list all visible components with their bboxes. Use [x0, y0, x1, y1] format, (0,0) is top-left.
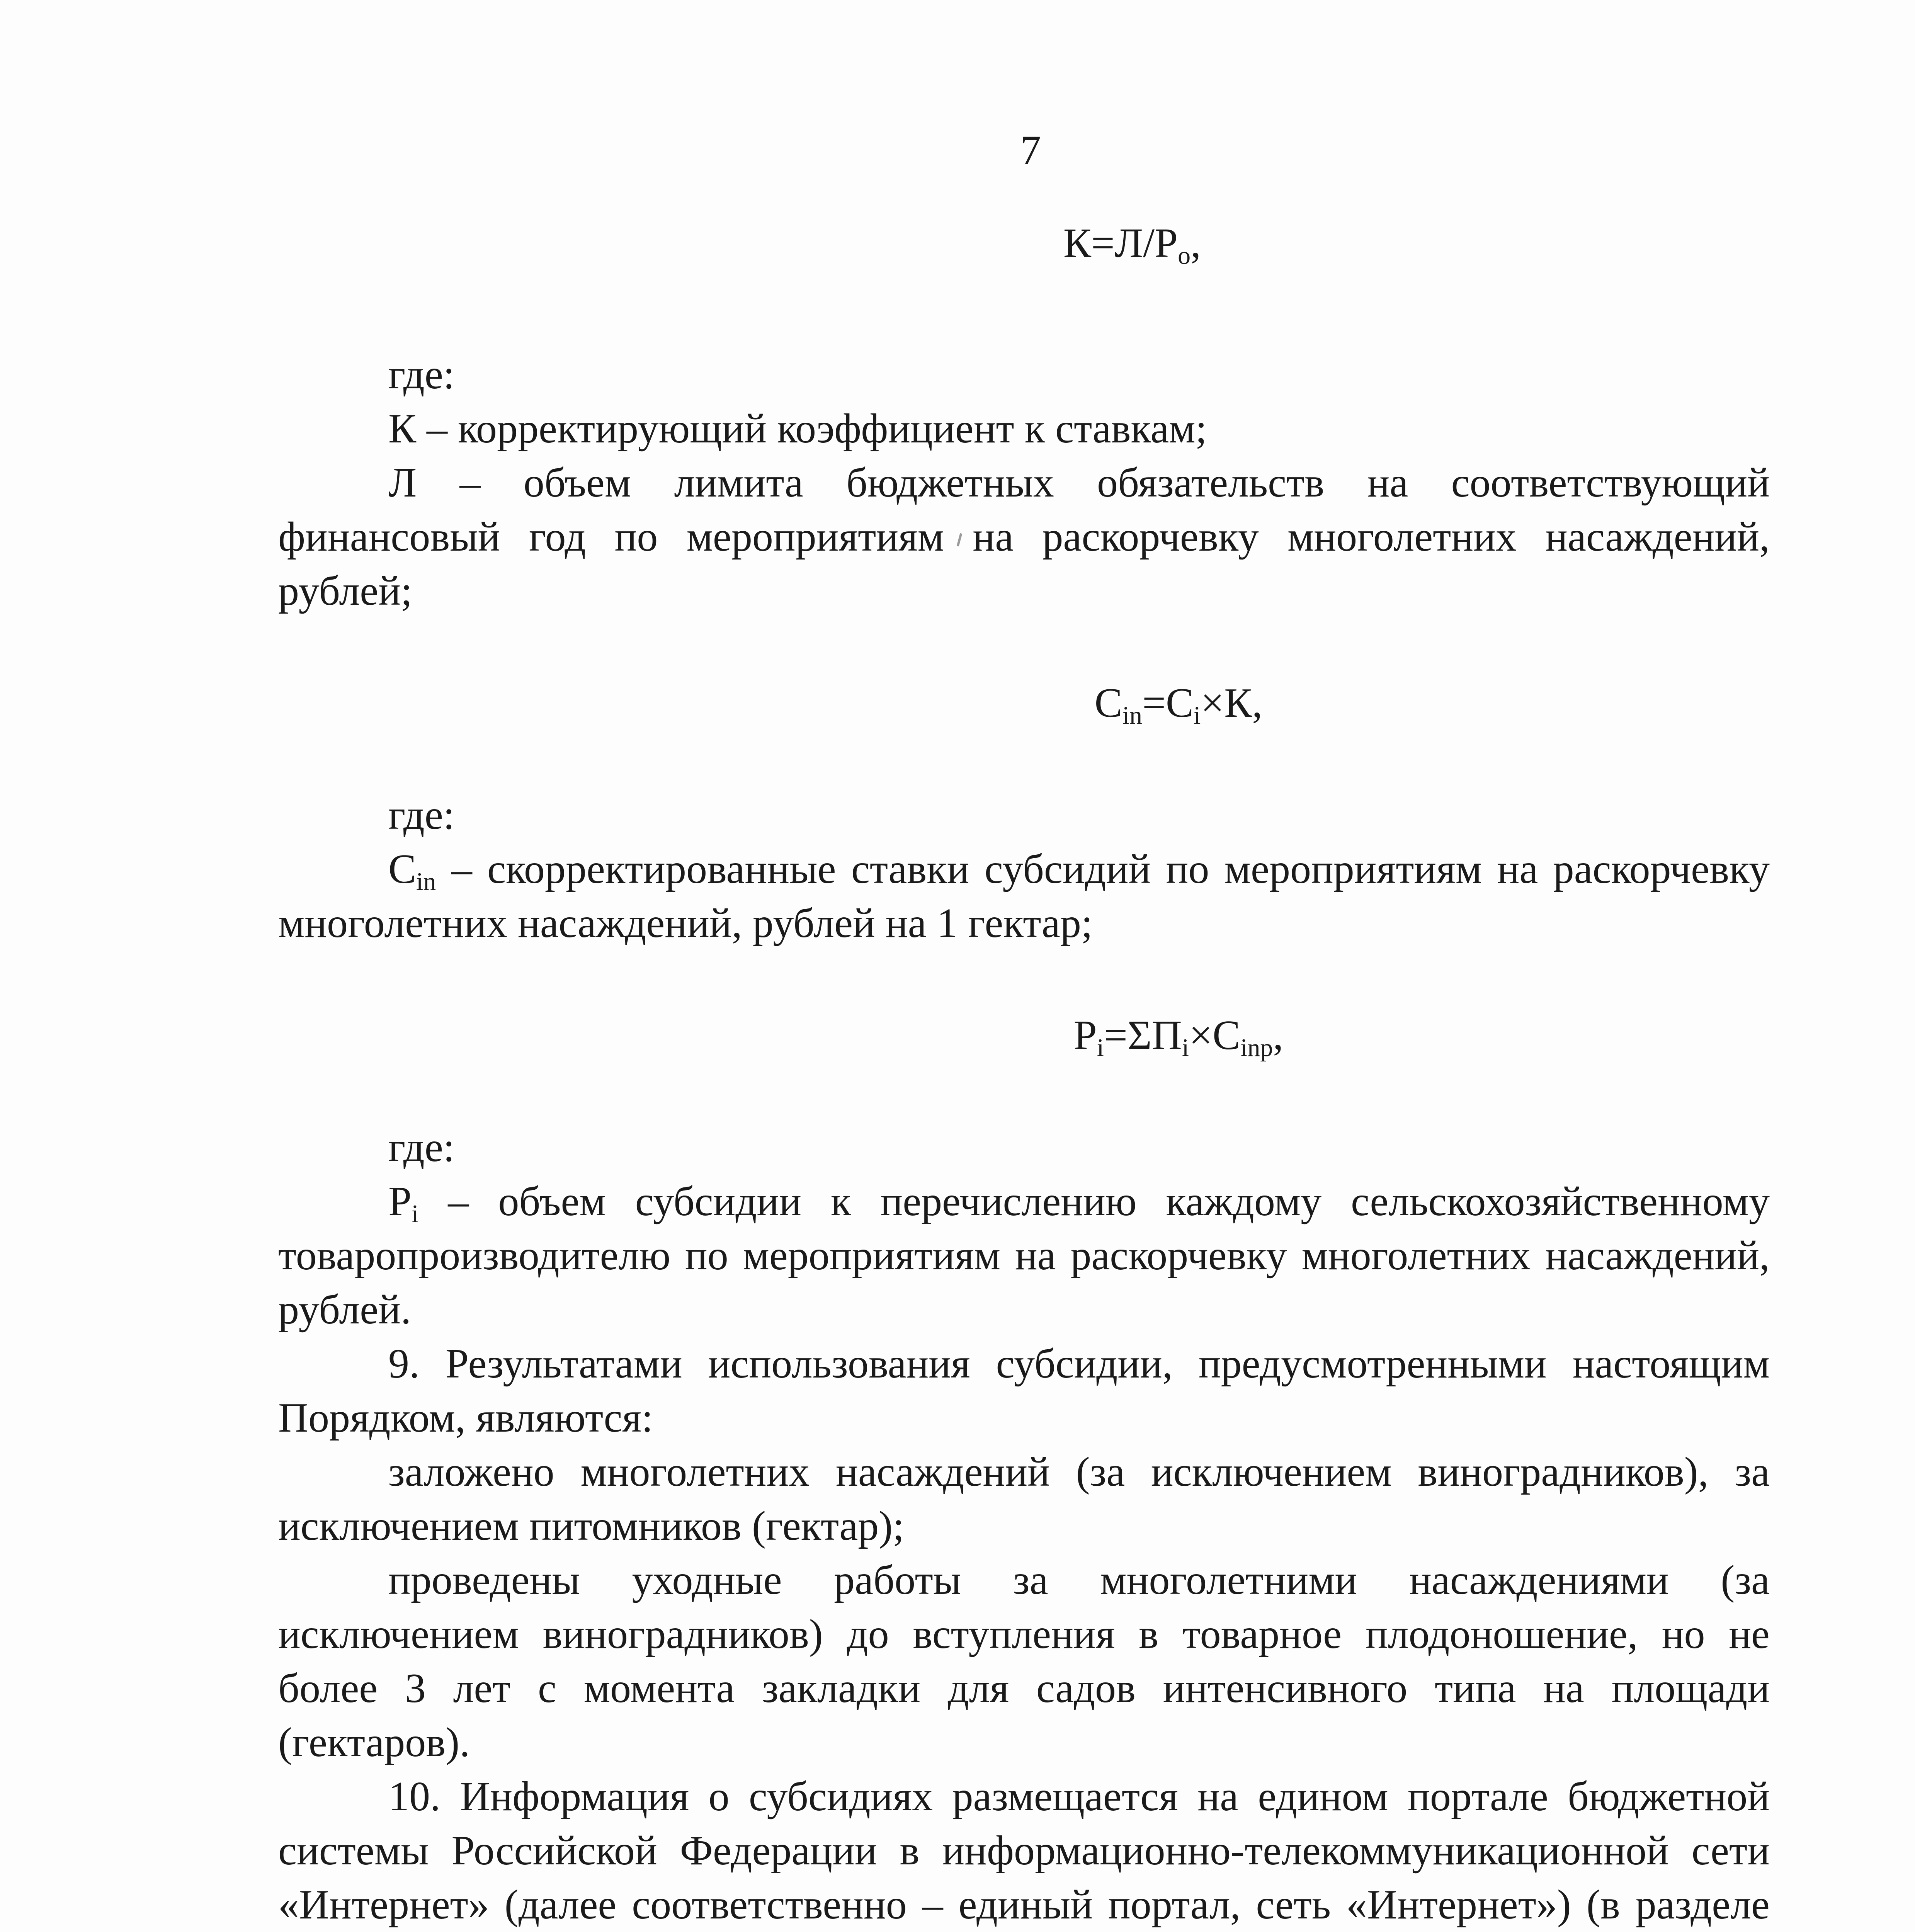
- formula-2-subscript-in: in: [1122, 701, 1143, 730]
- paragraph-9: 9. Результатами использования субсидии, предусмотренными настоящим Порядком, являются:: [278, 1341, 1770, 1441]
- formula-1-lhs: К=Л/Р: [1063, 220, 1178, 266]
- document-body: [278, 216, 1770, 1932]
- page-number: 7: [1020, 128, 1041, 173]
- formula-3-mid: =ΣП: [1104, 1012, 1182, 1058]
- formula-3-subscript-inp: inp: [1240, 1034, 1273, 1062]
- cin-text: – скорректированные ставки субсидий по мероприятиям на раскорчевку многолетних насаждений, рублей на 1 гектар;: [278, 846, 1770, 946]
- formula-1-subscript: о: [1178, 242, 1191, 270]
- where-label-1: где:: [388, 352, 455, 398]
- definition-pi: [278, 1175, 1770, 1337]
- formula-2-tail: ×К,: [1201, 680, 1263, 726]
- formula-2-subscript-i: i: [1194, 701, 1201, 730]
- formula-2-c: С: [1094, 680, 1122, 726]
- paragraph-10: 10. Информация о субсидиях размещается на едином портале бюджетной системы Российской Федерации в информационно-телекоммуникационной сети «Интернет» (далее соответственно – единый портал, сеть «Интернет») (в разделе: [278, 1774, 1770, 1928]
- formula-2-mid: =С: [1142, 680, 1194, 726]
- formula-subsidy-volume: [278, 1009, 1770, 1063]
- formula-3-mid2: ×С: [1189, 1012, 1241, 1058]
- pi-subscript: i: [412, 1200, 419, 1228]
- formula-adjusted-rates: [278, 676, 1770, 730]
- definition-k: К – корректирующий коэффициент к ставкам;: [388, 406, 1207, 452]
- paragraph-9-result-b: проведены уходные работы за многолетними насаждениями (за исключением виноградников) до вступления в товарное плодоношение, но не более 3 лет с момента закладки для садов интенсивного типа на площади (гектаров).: [278, 1557, 1770, 1765]
- definition-l: Л – объем лимита бюджетных обязательств на соответствующий финансовый год по мероприятиям на раскорчевку многолетних насаждений, рублей;: [278, 460, 1770, 614]
- cin-subscript: in: [416, 867, 436, 896]
- formula-3-tail: ,: [1273, 1012, 1284, 1058]
- paragraph-9-result-a: заложено многолетних насаждений (за исключением виноградников), за исключением питомников (гектар);: [278, 1449, 1770, 1549]
- formula-3-p: Р: [1073, 1012, 1097, 1058]
- formula-3-subscript-i-2: i: [1182, 1034, 1189, 1062]
- formula-3-subscript-i: i: [1097, 1034, 1104, 1062]
- pi-symbol: Р: [388, 1179, 412, 1225]
- where-label-3: где:: [388, 1124, 455, 1170]
- definition-cin: [278, 842, 1770, 951]
- where-label-2: где:: [388, 792, 455, 838]
- formula-correction-coefficient: [278, 216, 1770, 270]
- pi-text: – объем субсидии к перечислению каждому сельскохозяйственному товаропроизводителю по мероприятиям на раскорчевку многолетних насаждений, рублей.: [278, 1179, 1770, 1333]
- cin-symbol: С: [388, 846, 417, 892]
- formula-1-tail: ,: [1190, 220, 1201, 266]
